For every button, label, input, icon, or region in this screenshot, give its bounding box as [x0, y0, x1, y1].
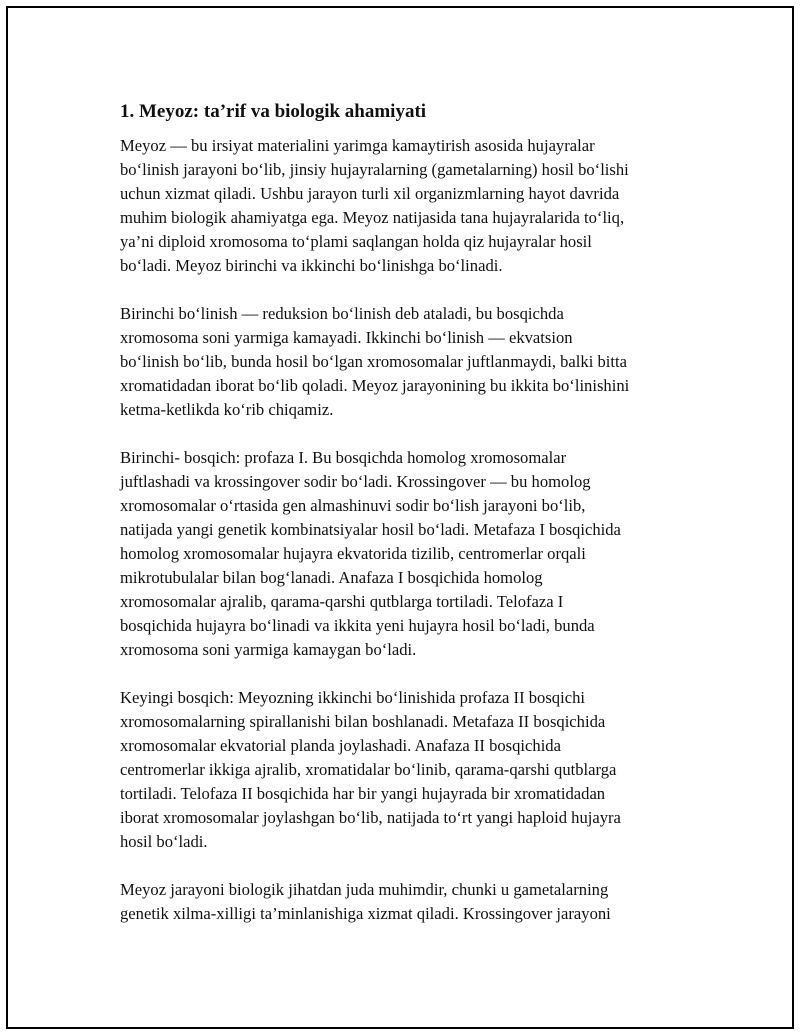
text-line: ketma-ketlikda ko‘rib chiqamiz. [120, 400, 334, 419]
text-line: xromatidadan iborat bo‘lib qoladi. Meyoz jarayonining bu ikkita bo‘linishini [120, 376, 630, 395]
text-line: xromosomalar ekvatorial planda joylashadi. Anafaza II bosqichida [120, 736, 561, 755]
text-line: muhim biologik ahamiyatga ega. Meyoz natijasida tana hujayralarida to‘liq, [120, 208, 625, 227]
text-line: bo‘linish bo‘lib, bunda hosil bo‘lgan xromosomalar juftlanmaydi, balki bitta [120, 352, 627, 371]
text-line: centromerlar ikkiga ajralib, xromatidalar bo‘linib, qarama-qarshi qutblarga [120, 760, 617, 779]
text-line: xromosoma soni yarmiga kamaygan bo‘ladi. [120, 640, 417, 659]
paragraph-3 [120, 446, 710, 662]
text-line: xromosomalarning spirallanishi bilan boshlanadi. Metafaza II bosqichida [120, 712, 606, 731]
paragraph-1 [120, 134, 710, 278]
text-line: hosil bo‘ladi. [120, 832, 208, 851]
text-line: Birinchi bo‘linish — reduksion bo‘linish deb ataladi, bu bosqichda [120, 304, 564, 323]
text-line: mikrotubulalar bilan bog‘lanadi. Anafaza I bosqichida homolog [120, 568, 543, 587]
page-frame [6, 6, 794, 1029]
paragraph-5 [120, 878, 710, 926]
text-line: bo‘linish jarayoni bo‘lib, jinsiy hujayralarning (gametalarning) hosil bo‘lishi [120, 160, 629, 179]
section-heading: 1. Meyoz: ta’rif va biologik ahamiyati [120, 101, 427, 122]
text-line: genetik xilma-xilligi ta’minlanishiga xizmat qiladi. Krossingover jarayoni [120, 904, 611, 923]
text-line: iborat xromosomalar joylashgan bo‘lib, natijada to‘rt yangi haploid hujayra [120, 808, 621, 827]
text-line: xromosomalar ajralib, qarama-qarshi qutblarga tortiladi. Telofaza I [120, 592, 564, 611]
paragraph-2 [120, 302, 710, 422]
text-line: ya’ni diploid xromosoma to‘plami saqlangan holda qiz hujayralar hosil [120, 232, 592, 251]
text-line: juftlashadi va krossingover sodir bo‘ladi. Krossingover — bu homolog [120, 472, 591, 491]
text-line: xromosoma soni yarmiga kamayadi. Ikkinchi bo‘linish — ekvatsion [120, 328, 573, 347]
text-line: bo‘ladi. Meyoz birinchi va ikkinchi bo‘linishga bo‘linadi. [120, 256, 503, 275]
text-line: uchun xizmat qiladi. Ushbu jarayon turli xil organizmlarning hayot davrida [120, 184, 620, 203]
text-line: Meyoz jarayoni biologik jihatdan juda muhimdir, chunki u gametalarning [120, 880, 609, 899]
paragraph-4 [120, 686, 710, 854]
text-line: Keyingi bosqich: Meyozning ikkinchi bo‘linishida profaza II bosqichi [120, 688, 585, 707]
text-line: Meyoz — bu irsiyat materialini yarimga kamaytirish asosida hujayralar [120, 136, 595, 155]
document-body [120, 100, 710, 950]
text-line: natijada yangi genetik kombinatsiyalar hosil bo‘ladi. Metafaza I bosqichida [120, 520, 621, 539]
text-line: homolog xromosomalar hujayra ekvatorida tizilib, centromerlar orqali [120, 544, 586, 563]
text-line: tortiladi. Telofaza II bosqichida har bir yangi hujayrada bir xromatidadan [120, 784, 606, 803]
text-line: Birinchi- bosqich: profaza I. Bu bosqichda homolog xromosomalar [120, 448, 567, 467]
text-line: bosqichida hujayra bo‘linadi va ikkita yeni hujayra hosil bo‘ladi, bunda [120, 616, 595, 635]
text-line: xromosomalar o‘rtasida gen almashinuvi sodir bo‘lish jarayoni bo‘lib, [120, 496, 586, 515]
